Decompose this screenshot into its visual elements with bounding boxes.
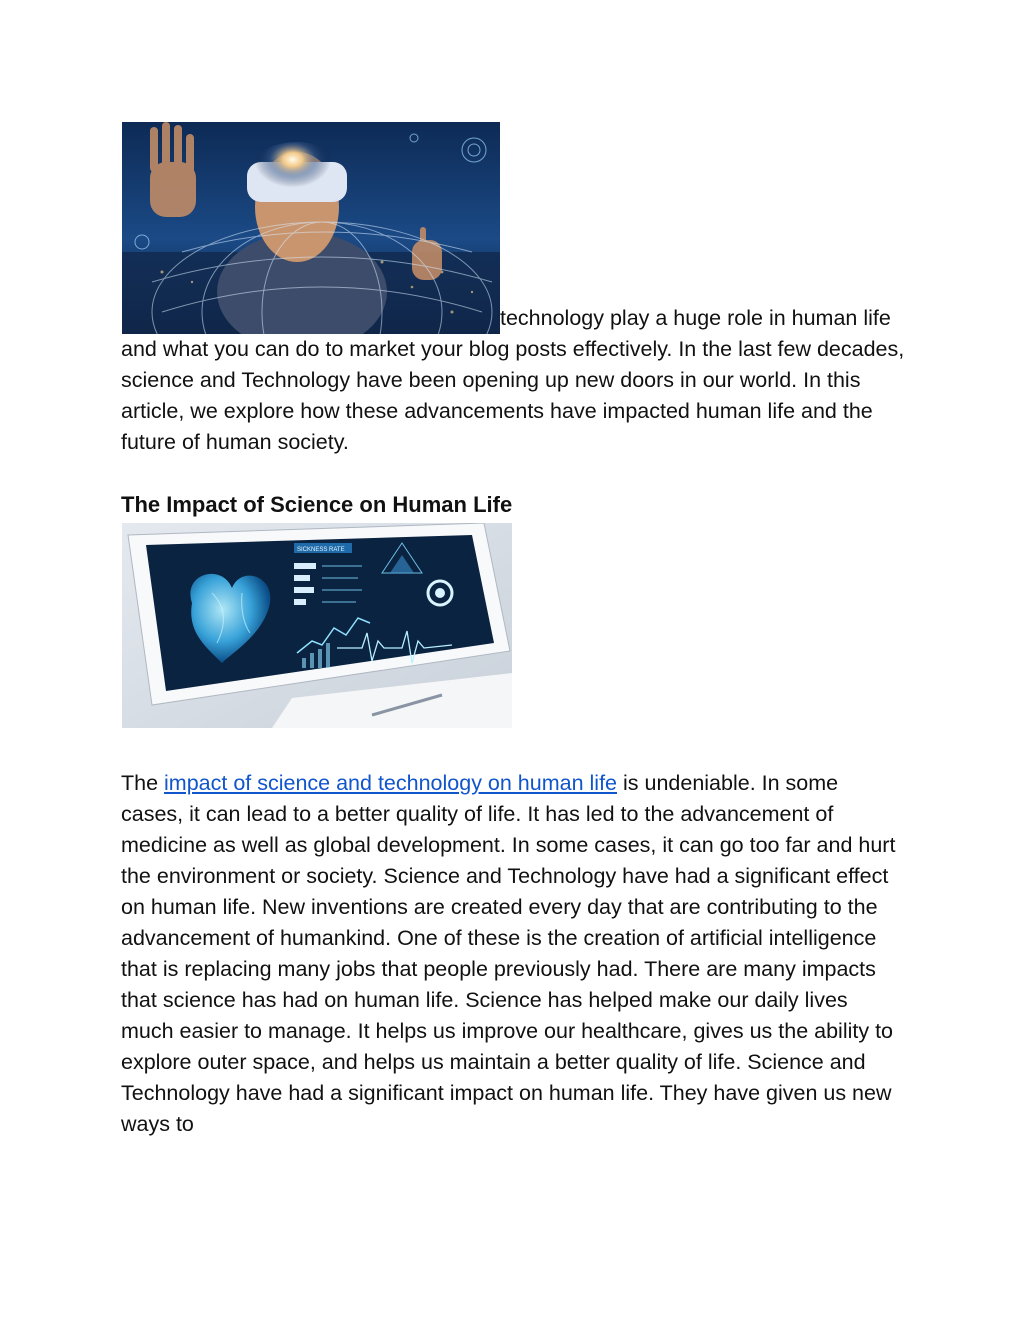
- vr-technology-image: [122, 122, 500, 334]
- article-content: [121, 122, 906, 1140]
- medical-tablet-image: [122, 523, 512, 728]
- body-prefix: The: [121, 771, 165, 795]
- body-text: is undeniable. In some cases, it can lead to a better quality of life. It has led to the advancement of medicine as well as global development. In some cases, it can go too far and hurt the environment or society. Science and Technology have had a significant effect on human life. New inventions are created every day that are contributing to the advancement of humankind. One of these is the creation of artificial intelligence that is replacing many jobs that people previously had. There are many impacts that science has had on human life. Science has helped make our daily lives much easier to manage. It helps us improve our healthcare, gives us the ability to explore outer space, and helps us maintain a better quality of life. Science and Technology have had a significant impact on human life. They have given us new ways to: [121, 771, 896, 1136]
- body-paragraph: [121, 768, 906, 1140]
- science-impact-link[interactable]: impact of science and technology on human life: [164, 771, 618, 795]
- sickness-rate-label: SICKNESS RATE: [297, 547, 345, 553]
- section-heading: The Impact of Science on Human Life: [121, 492, 513, 517]
- intro-paragraph: [121, 122, 906, 458]
- intro-text: technology play a huge role in human life and what you can do to market your blog posts effectively. In the last few decades, science and Technology have been opening up new doors in our world. In this article, we explore how these advancements have impacted human life and the future of human society.: [121, 306, 905, 454]
